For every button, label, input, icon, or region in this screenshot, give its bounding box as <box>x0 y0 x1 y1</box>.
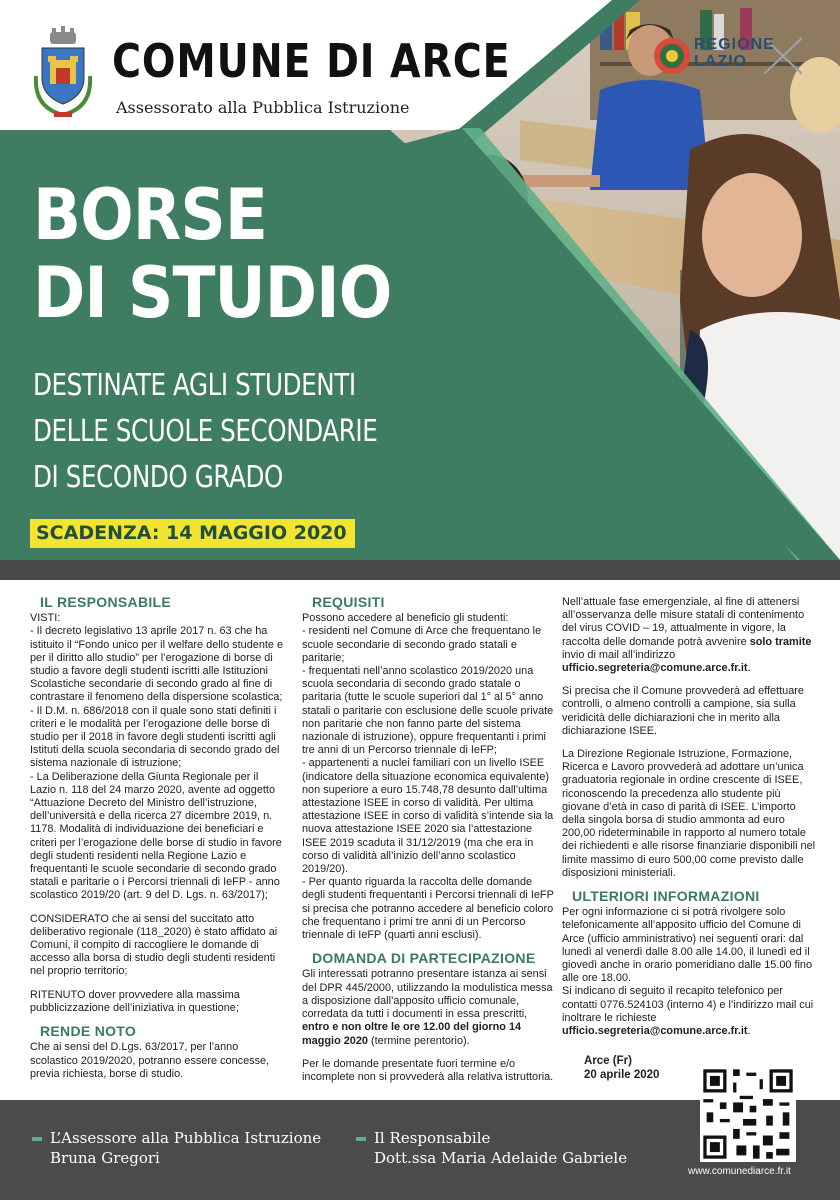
divider-band <box>0 560 840 580</box>
qr-code-icon[interactable] <box>700 1066 796 1162</box>
date-text: 20 aprile 2020 <box>584 1069 660 1081</box>
paragraph-ritenuto: RITENUTO dover provvedere alla massima pubblicizzazione dell’iniziativa in questione; <box>30 988 240 1014</box>
domanda-text-c: (termine perentorio). <box>367 1034 470 1047</box>
subtitle-line-1: DESTINATE AGLI STUDENTI <box>33 368 356 403</box>
assessore-name: Bruna Gregori <box>50 1149 160 1167</box>
domanda-deadline-text: entro e non oltre le ore 12.00 del giorno 14 maggio 2020 <box>302 1021 522 1047</box>
responsabile-name: Dott.ssa Maria Adelaide Gabriele <box>374 1149 628 1167</box>
place-and-date <box>584 1054 659 1082</box>
heading-ulteriori-informazioni: ULTERIORI INFORMAZIONI <box>572 888 760 905</box>
responsabile-role: Il Responsabile <box>374 1129 491 1147</box>
heading-rende-noto: RENDE NOTO <box>40 1023 137 1040</box>
contatti-text: Si indicano di seguito il recapito telefonico per contatti 0776.524103 (interno 4) e l’indirizzo mail cui inoltrare le richieste <box>562 985 814 1024</box>
domanda-text-a: Gli interessati potranno presentare istanza ai sensi del DPR 445/2000, utilizzando la modulistica messa a disposizione dall’apposito ufficio comunale, corredata da tutti i documenti in essa prescritti, <box>302 968 553 1021</box>
subtitle-line-3: DI SECONDO GRADO <box>33 460 283 495</box>
assessore-role: L’Assessore alla Pubblica Istruzione <box>50 1129 322 1147</box>
paragraph-contatti <box>562 985 817 1038</box>
emergenza-text-d: . <box>747 662 751 675</box>
subtitle-line-2: DELLE SCUOLE SECONDARIE <box>33 414 378 449</box>
paragraph-rende-noto: Che ai sensi del D.Lgs. 63/2017, per l’anno scolastico 2019/2020, potranno essere concesse, previa richiesta, borse di studio. <box>30 1041 270 1080</box>
signature-responsabile <box>356 1128 627 1168</box>
paragraph-considerato: CONSIDERATO che ai sensi del succitato atto deliberativo regionale (118_2020) è stato affidato ai Comuni, il compito di raccogliere le domande di accesso alla borsa di studio degli studenti residenti nel proprio territorio; <box>30 912 278 978</box>
content-area <box>0 580 840 1100</box>
department-name: Assessorato alla Pubblica Istruzione <box>116 98 410 117</box>
email-link-2[interactable]: ufficio.segreteria@comune.arce.fr.it <box>562 1025 748 1038</box>
emergenza-text-a: Nell’attuale fase emergenziale, al fine di attenersi all’osservanza delle misure statali di contenimento del virus COVID – 19, attualmente in vigore, la raccolta delle domande potrà avvenire <box>562 596 805 648</box>
place-text: Arce (Fr) <box>584 1055 632 1067</box>
dash-icon <box>32 1137 42 1141</box>
website-link[interactable]: www.comunediarce.fr.it <box>688 1166 791 1177</box>
paragraph-visti: VISTI: - Il decreto legislativo 13 aprile 2017 n. 63 che ha istituito il “Fondo unico per il welfare dello studente e per il diritto allo studio” per l’erogazione di borse di studio a favore degli studenti iscritti alle Istituzioni Scolastiche secondarie di secondo grado al fine di contrastare il fenomeno della dispersione scolastica; - Il D.M. n. 686/2018 con il quale sono stati definiti i criteri e le modalità per l’erogazione delle borse di studio per il 2018 in favore degli studenti iscritti agli Istituti della scuola secondaria di secondo grado del sistema nazionale di istruzione; - La Deliberazione della Giunta Regionale per il Lazio n. 118 del 24 marzo 2020, avente ad oggetto “Attuazione Decreto del Ministro dell’istruzione, dell’università e della ricerca 27 dicembre 2019, n. 1178. Modalità di individuazione dei beneficiari e criteri per l’erogazione delle borse di studio in favore degli studenti residenti nella Regione Lazio e frequentanti le scuole secondarie di secondo grado statali e paritarie o i Percorsi triennali di IeFP - anno scolastico 2019/20 (art. 9 del D. Lgs. n. 63/2017); <box>30 612 284 902</box>
paragraph-orari: Per ogni informazione ci si potrà rivolgere solo telefonicamente all’apposito ufficio del Comune di Arce (ufficio amministrativo) nei seguenti orari: dal lunedì al venerdì dalle 8.00 alle 14.00, il lunedì ed il giovedì anche in orario pomeridiano dalle 15.00 fino alle ore 18.00. <box>562 906 813 985</box>
paragraph-graduatoria: La Direzione Regionale Istruzione, Formazione, Ricerca e Lavoro provvederà ad adottare un’unica graduatoria regionale in ordine crescente di ISEE, riconoscendo la precedenza allo studente più giovane d’età in caso di parità di ISEE. L’importo della singola borsa di studio ammonta ad euro 200,00 rideterminabile in rapporto al numero totale dei richiedenti e alle risorse finanziarie disponibili nel limite massimo di euro 500,00 come previsto dalle disposizioni ministeriali. <box>562 748 816 879</box>
coat-of-arms-icon <box>30 26 96 122</box>
email-link-1[interactable]: ufficio.segreteria@comune.arce.fr.it <box>562 662 748 675</box>
heading-requisiti: REQUISITI <box>312 594 385 610</box>
region-logo-text <box>694 36 775 70</box>
region-text-line2: LAZIO <box>694 53 747 70</box>
heading-il-responsabile: IL RESPONSABILE <box>40 594 172 610</box>
title-line-1: BORSE <box>33 174 267 256</box>
region-text-line1: REGIONE <box>694 36 775 53</box>
paragraph-emergenza <box>562 596 817 675</box>
town-name: COMUNE DI ARCE <box>112 34 511 88</box>
paragraph-requisiti: Possono accedere al beneficio gli studenti: - residenti nel Comune di Arce che frequentano le scuole secondarie di secondo grado statali e paritarie; - frequentati nell’anno scolastico 2019/2020 una scuola secondaria di secondo grado statale o paritaria (tutte le scuole superiori dal 1° al 5° anno statali o paritarie con esclusione delle scuole private non paritarie che non fanno parte del sistema nazionale di istruzione), oppure frequentanti i primi tre anni di un Percorso triennale di IeFP; - appartenenti a nuclei familiari con un livello ISEE (indicatore della situazione economica equivalente) non superiore a euro 15.748,78 desunto dall’ultima attestazione ISEE in corso di validità. Per ultima attestazione ISEE in corso di validità s’intende sia la nuova attestazione ISEE 2020 sia l’attestazione ISEE 2019 scaduta il 31/12/2019 (ma che era in corso di validità all’inizio dell’anno scolastico 2019/20). - Per quanto riguarda la raccolta delle domande degli studenti frequentanti i Percorsi triennali di IeFP si precisa che potranno accedere al beneficio coloro che frequentano i primi tre anni di un Percorso triennale di IeFP (quarti anni esclusi). <box>302 612 554 942</box>
column-right <box>562 596 817 1038</box>
emergenza-text-c: invio di mail all’indirizzo <box>562 648 676 661</box>
paragraph-fuori-termine: Per le domande presentate fuori termine e/o incomplete non si provvederà alla relativa istruttoria. <box>302 1057 554 1083</box>
paragraph-controlli: Si precisa che il Comune provvederà ad effettuare controlli, o almeno controlli a campione, sia sulla veridicità delle dichiarazioni che in merito alla dichiarazione ISEE. <box>562 685 804 737</box>
deadline-badge: SCADENZA: 14 MAGGIO 2020 <box>30 519 355 548</box>
column-left <box>30 596 286 1081</box>
column-middle <box>302 596 556 1084</box>
paragraph-domanda <box>302 968 556 1047</box>
solo-tramite-text: solo tramite <box>749 635 812 648</box>
heading-domanda-partecipazione: DOMANDA DI PARTECIPAZIONE <box>312 950 536 967</box>
title-line-2: DI STUDIO <box>33 252 392 334</box>
contatti-end: . <box>747 1025 751 1038</box>
signature-assessore <box>32 1128 321 1168</box>
hero-banner <box>0 0 840 580</box>
dash-icon <box>356 1137 366 1141</box>
